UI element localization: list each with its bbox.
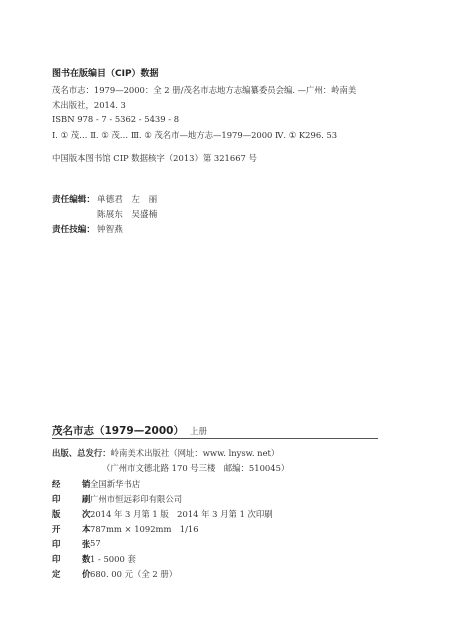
book-title: 茂名市志（1979—2000） <box>52 425 184 437</box>
spec-value-printer: 广州市恒远彩印有限公司 <box>90 494 183 504</box>
cip-line: 茂名市志：1979—2000：全 2 册/茂名市志地方志编纂委员会编. —广州：岭南美 <box>52 85 357 95</box>
spec-value-sheets: 57 <box>90 538 101 548</box>
spec-value-print-run: 1 - 5000 套 <box>90 554 136 564</box>
cip-data-number: 中国版本图书馆 CIP 数据核字（2013）第 321667 号 <box>52 153 257 163</box>
publisher-address: （广州市文德北路 170 号三楼 邮编：510045） <box>102 463 290 473</box>
tech-editor-name: 钟智燕 <box>97 225 123 235</box>
spec-value-edition: 2014 年 3 月第 1 版 2014 年 3 月第 1 次印刷 <box>90 509 273 519</box>
publisher-name: 岭南美术出版社（网址：www. lnysw. net） <box>110 448 280 458</box>
volume-label: 上册 <box>189 427 208 437</box>
publisher-row <box>52 447 279 459</box>
tech-editor-label: 责任技编： <box>52 225 95 235</box>
book-title-row <box>52 419 207 438</box>
cip-line: 术出版社，2014. 3 <box>52 100 126 110</box>
spec-value-format: 787mm × 1092mm 1/16 <box>90 524 199 534</box>
spec-value-price: 680. 00 元（全 2 册） <box>90 569 178 579</box>
editor-label: 责任编辑： <box>52 195 95 205</box>
editor-names: 陈展东 吴盛楠 <box>97 210 158 220</box>
cip-isbn: ISBN 978 - 7 - 5362 - 5439 - 8 <box>52 114 180 124</box>
divider <box>52 438 378 439</box>
publisher-label: 出版、总发行： <box>52 448 111 458</box>
editor-names: 单德君 左 丽 <box>97 195 158 205</box>
cip-classification: Ⅰ. ① 茂… Ⅱ. ① 茂… Ⅲ. ① 茂名市—地方志—1979—2000 Ⅳ. ① K296. 53 <box>52 130 338 140</box>
spec-value-distributor: 全国新华书店 <box>90 479 141 489</box>
cip-heading: 图书在版编目（CIP）数据 <box>52 69 159 79</box>
